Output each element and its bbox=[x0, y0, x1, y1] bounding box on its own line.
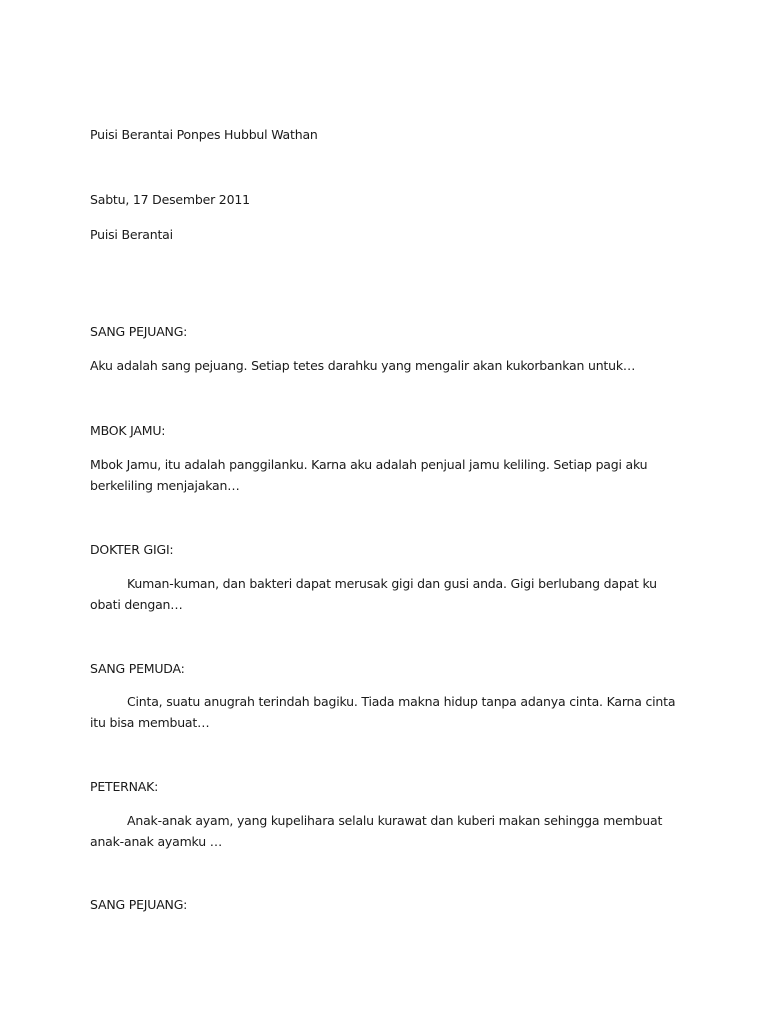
section-text: Mbok Jamu, itu adalah panggilanku. Karna aku adalah penjual jamu keliling. Setiap pagi aku berkeliling menjajakan… bbox=[90, 457, 648, 493]
section-text: Anak-anak ayam, yang kupelihara selalu kurawat dan kuberi makan sehingga membuat anak-anak ayamku … bbox=[90, 813, 663, 849]
section-text: Cinta, suatu anugrah terindah bagiku. Tiada makna hidup tanpa adanya cinta. Karna cinta itu bisa membuat… bbox=[90, 694, 676, 730]
document-subtitle: Puisi Berantai bbox=[90, 227, 173, 242]
document-date: Sabtu, 17 Desember 2011 bbox=[90, 192, 250, 207]
section-speaker: DOKTER GIGI: bbox=[90, 542, 174, 557]
section-speaker: PETERNAK: bbox=[90, 779, 159, 794]
section-text: Aku adalah sang pejuang. Setiap tetes darahku yang mengalir akan kukorbankan untuk… bbox=[90, 358, 636, 373]
section-speaker: MBOK JAMU: bbox=[90, 423, 166, 438]
section-speaker: SANG PEJUANG: bbox=[90, 324, 188, 339]
section-speaker: SANG PEMUDA: bbox=[90, 661, 185, 676]
document-title: Puisi Berantai Ponpes Hubbul Wathan bbox=[90, 127, 318, 142]
section-speaker: SANG PEJUANG: bbox=[90, 897, 188, 912]
section-text: Kuman-kuman, dan bakteri dapat merusak gigi dan gusi anda. Gigi berlubang dapat ku obati dengan… bbox=[90, 576, 657, 612]
